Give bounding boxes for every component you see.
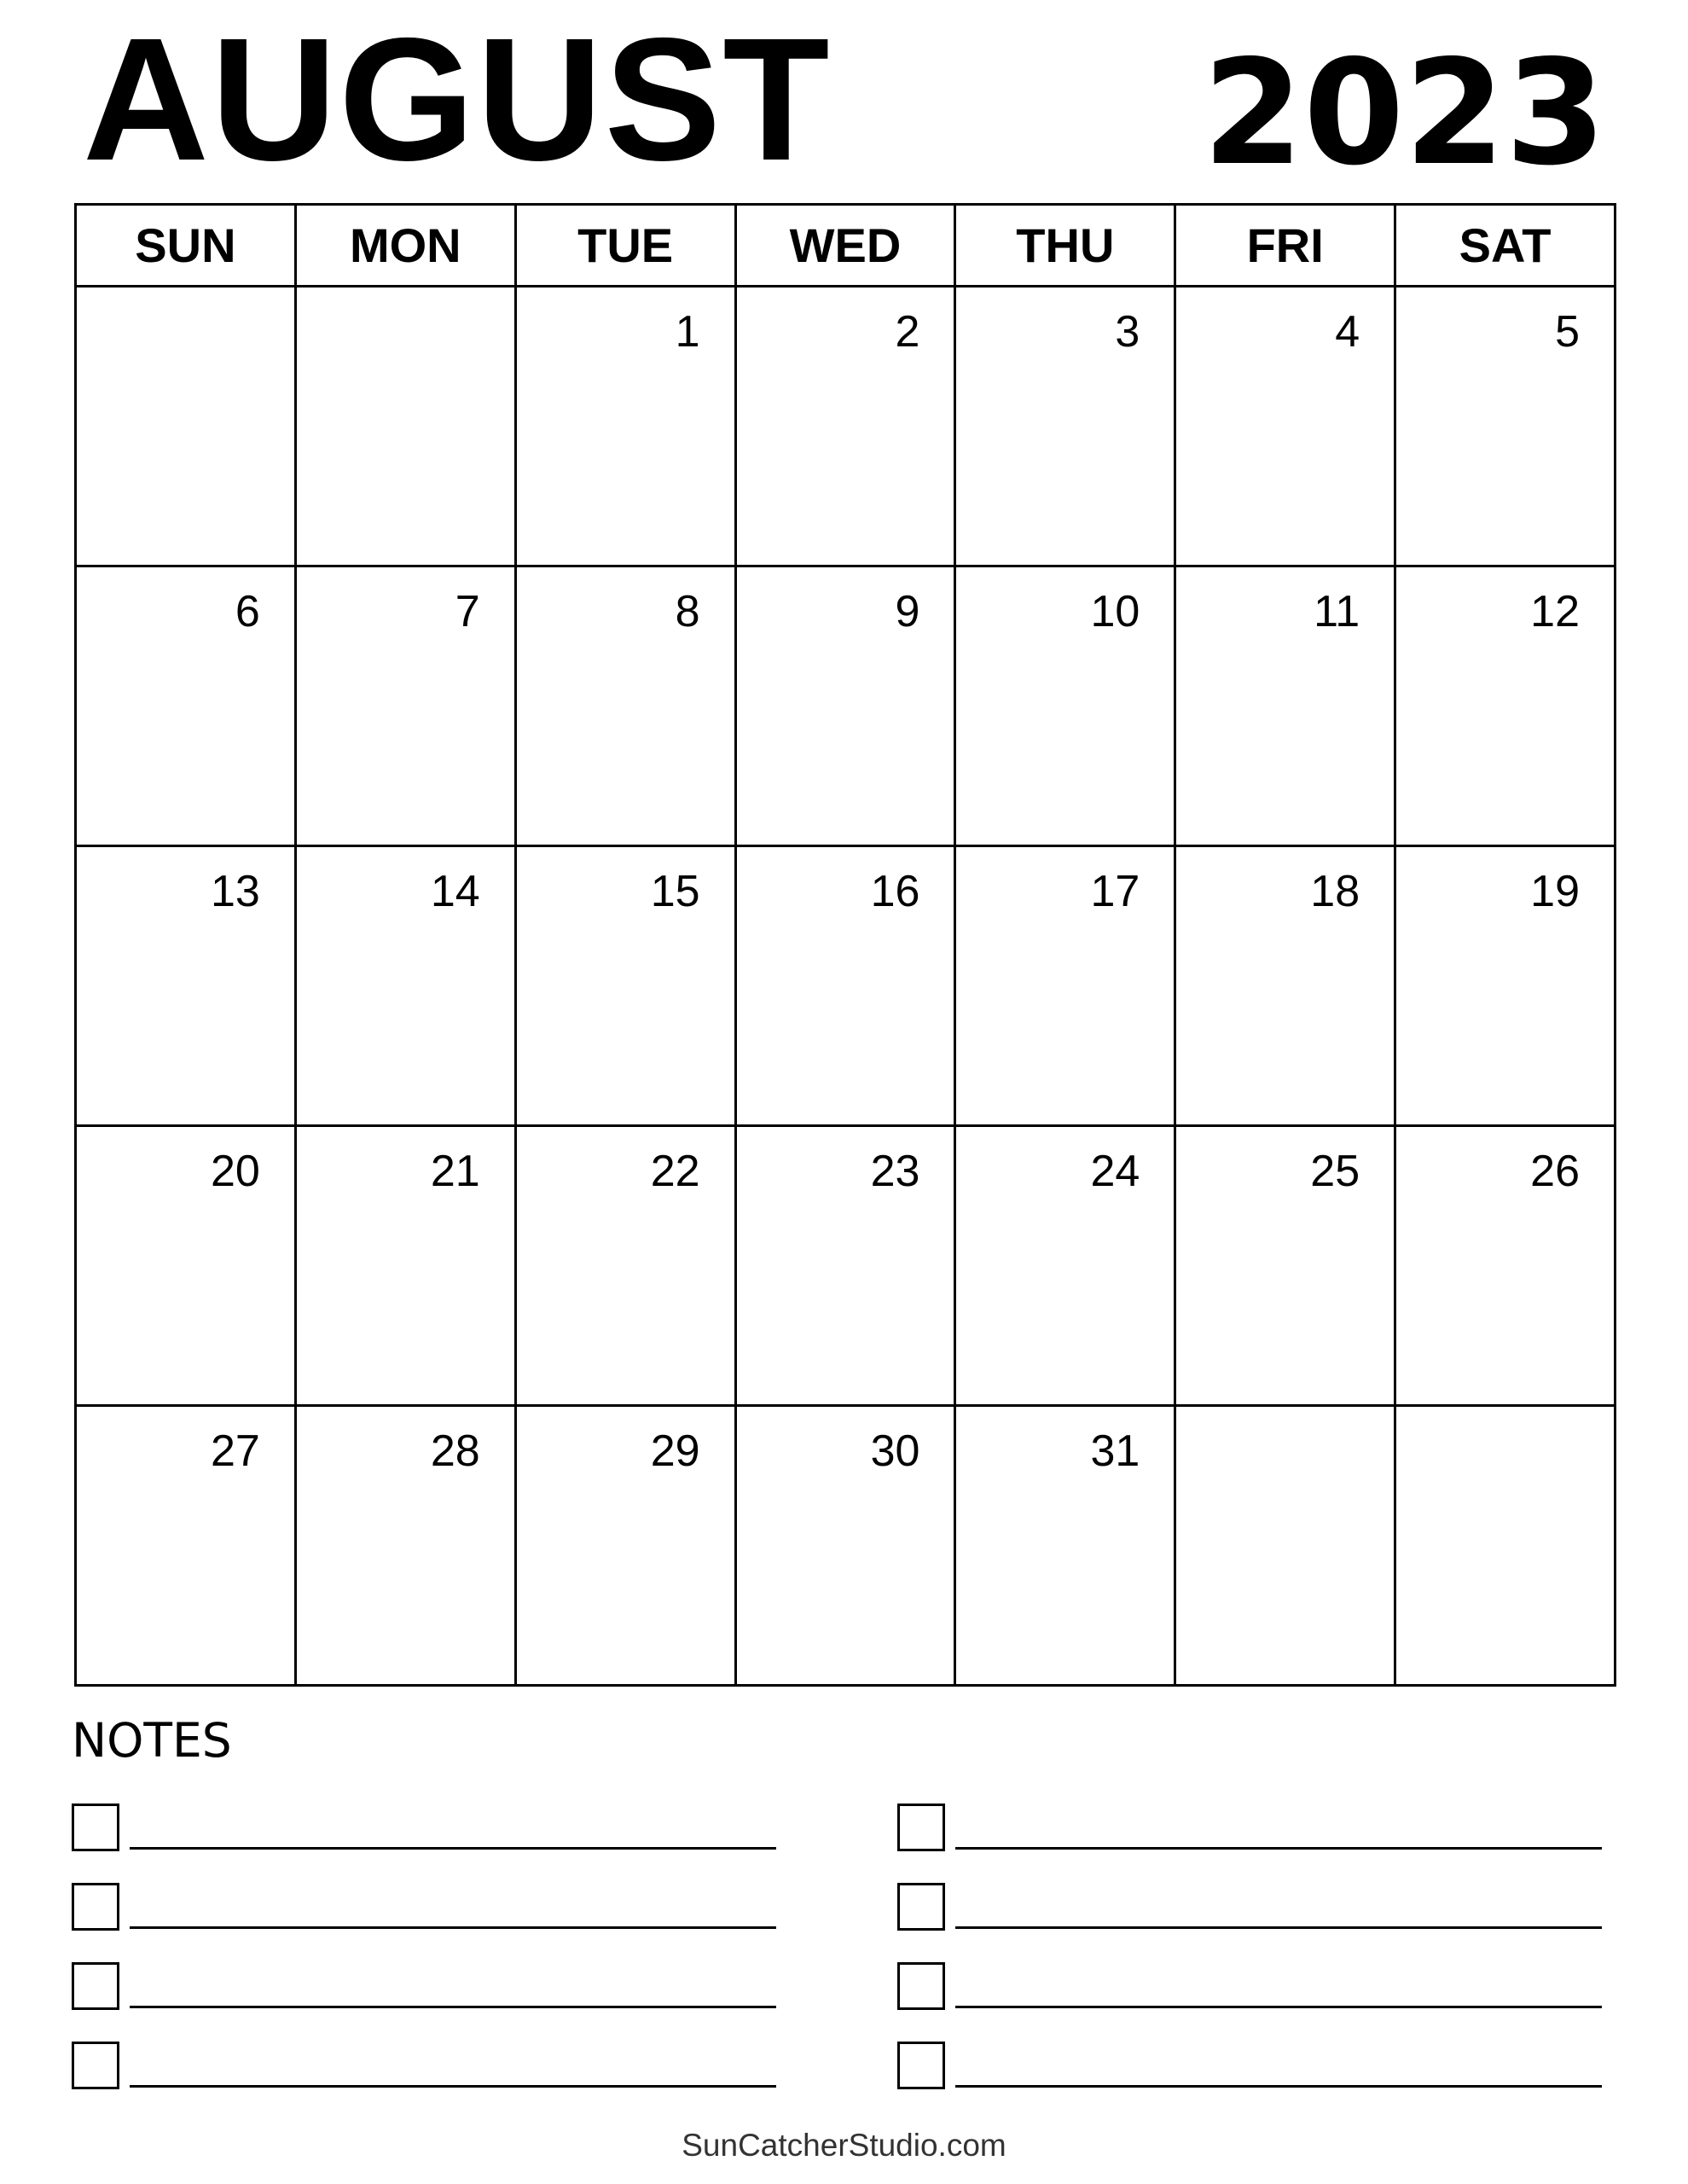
day-number: 21 (430, 1147, 480, 1196)
note-checkbox[interactable] (72, 2042, 119, 2089)
day-cell (517, 567, 737, 847)
day-number: 15 (650, 867, 700, 916)
day-cell (297, 288, 517, 567)
note-item (72, 1804, 776, 1855)
day-number: 23 (870, 1147, 920, 1196)
day-number: 20 (211, 1147, 260, 1196)
day-number: 7 (455, 587, 480, 636)
note-checkbox[interactable] (897, 1804, 945, 1851)
day-number: 18 (1310, 867, 1360, 916)
note-checkbox[interactable] (72, 1883, 119, 1931)
day-cell (737, 567, 957, 847)
day-number: 17 (1090, 867, 1140, 916)
day-cell (77, 288, 297, 567)
day-number: 25 (1310, 1147, 1360, 1196)
day-cell (517, 847, 737, 1127)
day-cell (297, 1127, 517, 1407)
day-cell (1396, 847, 1616, 1127)
day-cell (956, 567, 1176, 847)
day-cell (1396, 288, 1616, 567)
calendar-grid (74, 203, 1616, 1687)
note-item (897, 1962, 1602, 2013)
day-cell (517, 1127, 737, 1407)
day-number: 16 (870, 867, 920, 916)
day-number: 1 (675, 307, 700, 357)
note-checkbox[interactable] (897, 2042, 945, 2089)
day-number: 11 (1314, 587, 1360, 636)
note-line[interactable] (130, 1926, 776, 1929)
day-number: 9 (895, 587, 920, 636)
note-item (72, 2042, 776, 2093)
day-cell (297, 567, 517, 847)
day-number: 4 (1335, 307, 1360, 357)
day-number: 27 (211, 1426, 260, 1476)
day-cell (77, 567, 297, 847)
day-cell (1176, 1127, 1396, 1407)
day-cell (1176, 567, 1396, 847)
day-number: 12 (1530, 587, 1580, 636)
day-number: 30 (870, 1426, 920, 1476)
day-cell (956, 288, 1176, 567)
footer-website: SunCatcherStudio.com (682, 2128, 1006, 2163)
day-cell (1396, 1407, 1616, 1687)
day-number: 3 (1115, 307, 1140, 357)
note-checkbox[interactable] (897, 1962, 945, 2010)
day-cell (737, 288, 957, 567)
notes-title: NOTES (72, 1713, 232, 1768)
weekday-header-sat: SAT (1396, 206, 1616, 288)
year-title: 2023 (1202, 29, 1606, 198)
weekday-header-tue: TUE (517, 206, 737, 288)
day-number: 24 (1090, 1147, 1140, 1196)
day-number: 14 (430, 867, 480, 916)
weekday-header-fri: FRI (1176, 206, 1396, 288)
note-line[interactable] (130, 2006, 776, 2008)
day-cell (517, 288, 737, 567)
day-cell (1176, 288, 1396, 567)
note-line[interactable] (955, 1847, 1602, 1850)
day-number: 10 (1090, 587, 1140, 636)
day-cell (1176, 1407, 1396, 1687)
note-line[interactable] (130, 1847, 776, 1850)
weekday-header-sun: SUN (77, 206, 297, 288)
day-number: 2 (895, 307, 920, 357)
day-cell (77, 847, 297, 1127)
note-line[interactable] (955, 2085, 1602, 2088)
day-number: 28 (430, 1426, 480, 1476)
day-cell (737, 1407, 957, 1687)
note-line[interactable] (130, 2085, 776, 2088)
day-cell (956, 1127, 1176, 1407)
day-number: 19 (1530, 867, 1580, 916)
note-line[interactable] (955, 1926, 1602, 1929)
day-number: 5 (1555, 307, 1580, 357)
weekday-header-mon: MON (297, 206, 517, 288)
day-number: 13 (211, 867, 260, 916)
weekday-header-thu: THU (956, 206, 1176, 288)
day-cell (1176, 847, 1396, 1127)
note-item (72, 1962, 776, 2013)
day-number: 29 (650, 1426, 700, 1476)
note-item (897, 1804, 1602, 1855)
note-item (897, 2042, 1602, 2093)
day-number: 22 (650, 1147, 700, 1196)
note-item (72, 1883, 776, 1934)
day-number: 31 (1090, 1426, 1140, 1476)
note-checkbox[interactable] (72, 1962, 119, 2010)
day-cell (956, 1407, 1176, 1687)
month-title: AUGUST (83, 2, 832, 197)
day-cell (1396, 1127, 1616, 1407)
day-number: 8 (675, 587, 700, 636)
day-cell (297, 847, 517, 1127)
day-cell (297, 1407, 517, 1687)
day-cell (517, 1407, 737, 1687)
note-checkbox[interactable] (897, 1883, 945, 1931)
day-cell (77, 1127, 297, 1407)
weekday-header-wed: WED (737, 206, 957, 288)
day-number: 6 (235, 587, 260, 636)
day-cell (1396, 567, 1616, 847)
day-cell (737, 1127, 957, 1407)
day-cell (956, 847, 1176, 1127)
note-checkbox[interactable] (72, 1804, 119, 1851)
day-number: 26 (1530, 1147, 1580, 1196)
day-cell (737, 847, 957, 1127)
day-cell (77, 1407, 297, 1687)
note-line[interactable] (955, 2006, 1602, 2008)
note-item (897, 1883, 1602, 1934)
